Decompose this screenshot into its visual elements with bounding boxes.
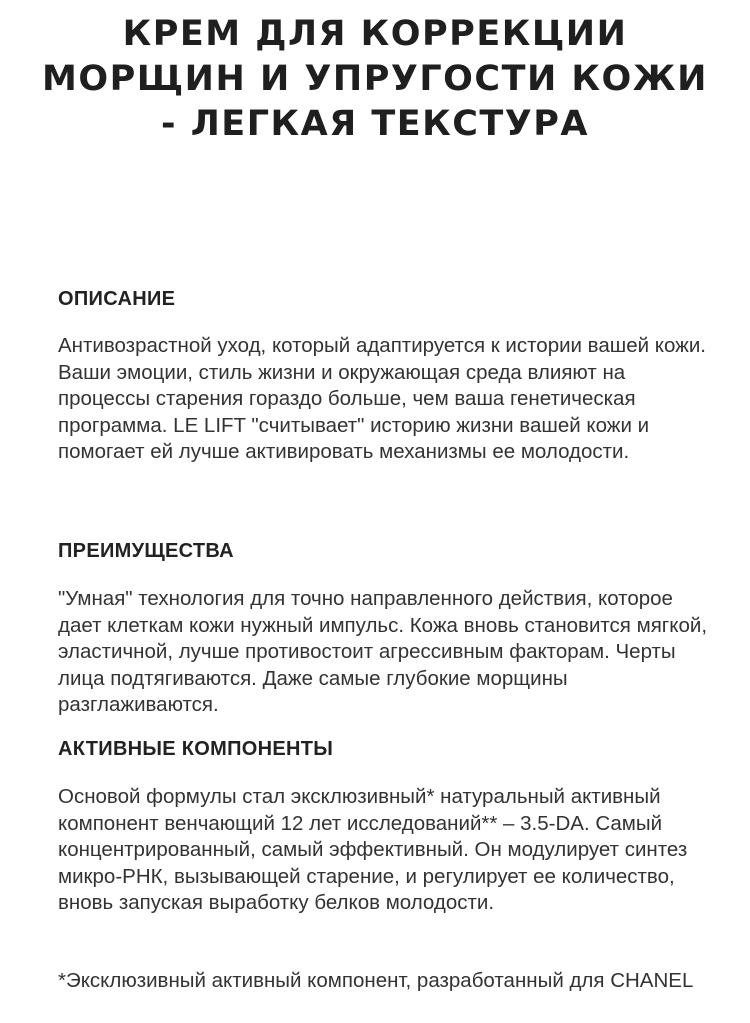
page-title-line-2: МОРЩИН И УПРУГОСТИ КОЖИ xyxy=(42,59,708,99)
benefits-paragraph: "Умная" технология для точно направленного действия, которое дает клеткам кожи нужный импульс. Кожа вновь становится мягкой, эластичной, лучше противостоит агрессивным факторам. Черты лица подтягиваются. Даже самые глубокие морщины разглаживаются. xyxy=(58,587,708,716)
active-components-paragraph: Основой формулы стал эксклюзивный* натуральный активный компонент венчающий 12 лет исследований** – 3.5-DA. Самый концентрированный, самый эффективный. Он модулирует синтез микро-РНК, вызывающей старение, и регулирует ее количество, вновь запуская выработку белков молодости. xyxy=(58,785,688,914)
benefits-body xyxy=(58,586,718,719)
description-body xyxy=(58,333,718,466)
benefits-heading: ПРЕИМУЩЕСТВА xyxy=(58,540,234,562)
footnote-text: *Эксклюзивный активный компонент, разработанный для CHANEL xyxy=(58,969,694,992)
page-title-line-1: КРЕМ ДЛЯ КОРРЕКЦИИ xyxy=(122,14,628,54)
active-components-heading: АКТИВНЫЕ КОМПОНЕНТЫ xyxy=(58,738,334,760)
description-paragraph-1: Антивозрастной уход, который адаптируется к истории вашей кожи. xyxy=(58,334,706,357)
page-title-line-3: - ЛЕГКАЯ ТЕКСТУРА xyxy=(161,104,589,144)
active-components-body xyxy=(58,784,718,917)
description-heading: ОПИСАНИЕ xyxy=(58,288,176,310)
footnote xyxy=(58,968,718,995)
description-paragraph-2: Ваши эмоции, стиль жизни и окружающая среда влияют на процессы старения гораздо больше, чем ваша генетическая программа. LE LIFT "считывает" историю жизни вашей кожи и помогает ей лучше активировать механизмы ее молодости. xyxy=(58,360,650,463)
page-title xyxy=(30,12,720,147)
